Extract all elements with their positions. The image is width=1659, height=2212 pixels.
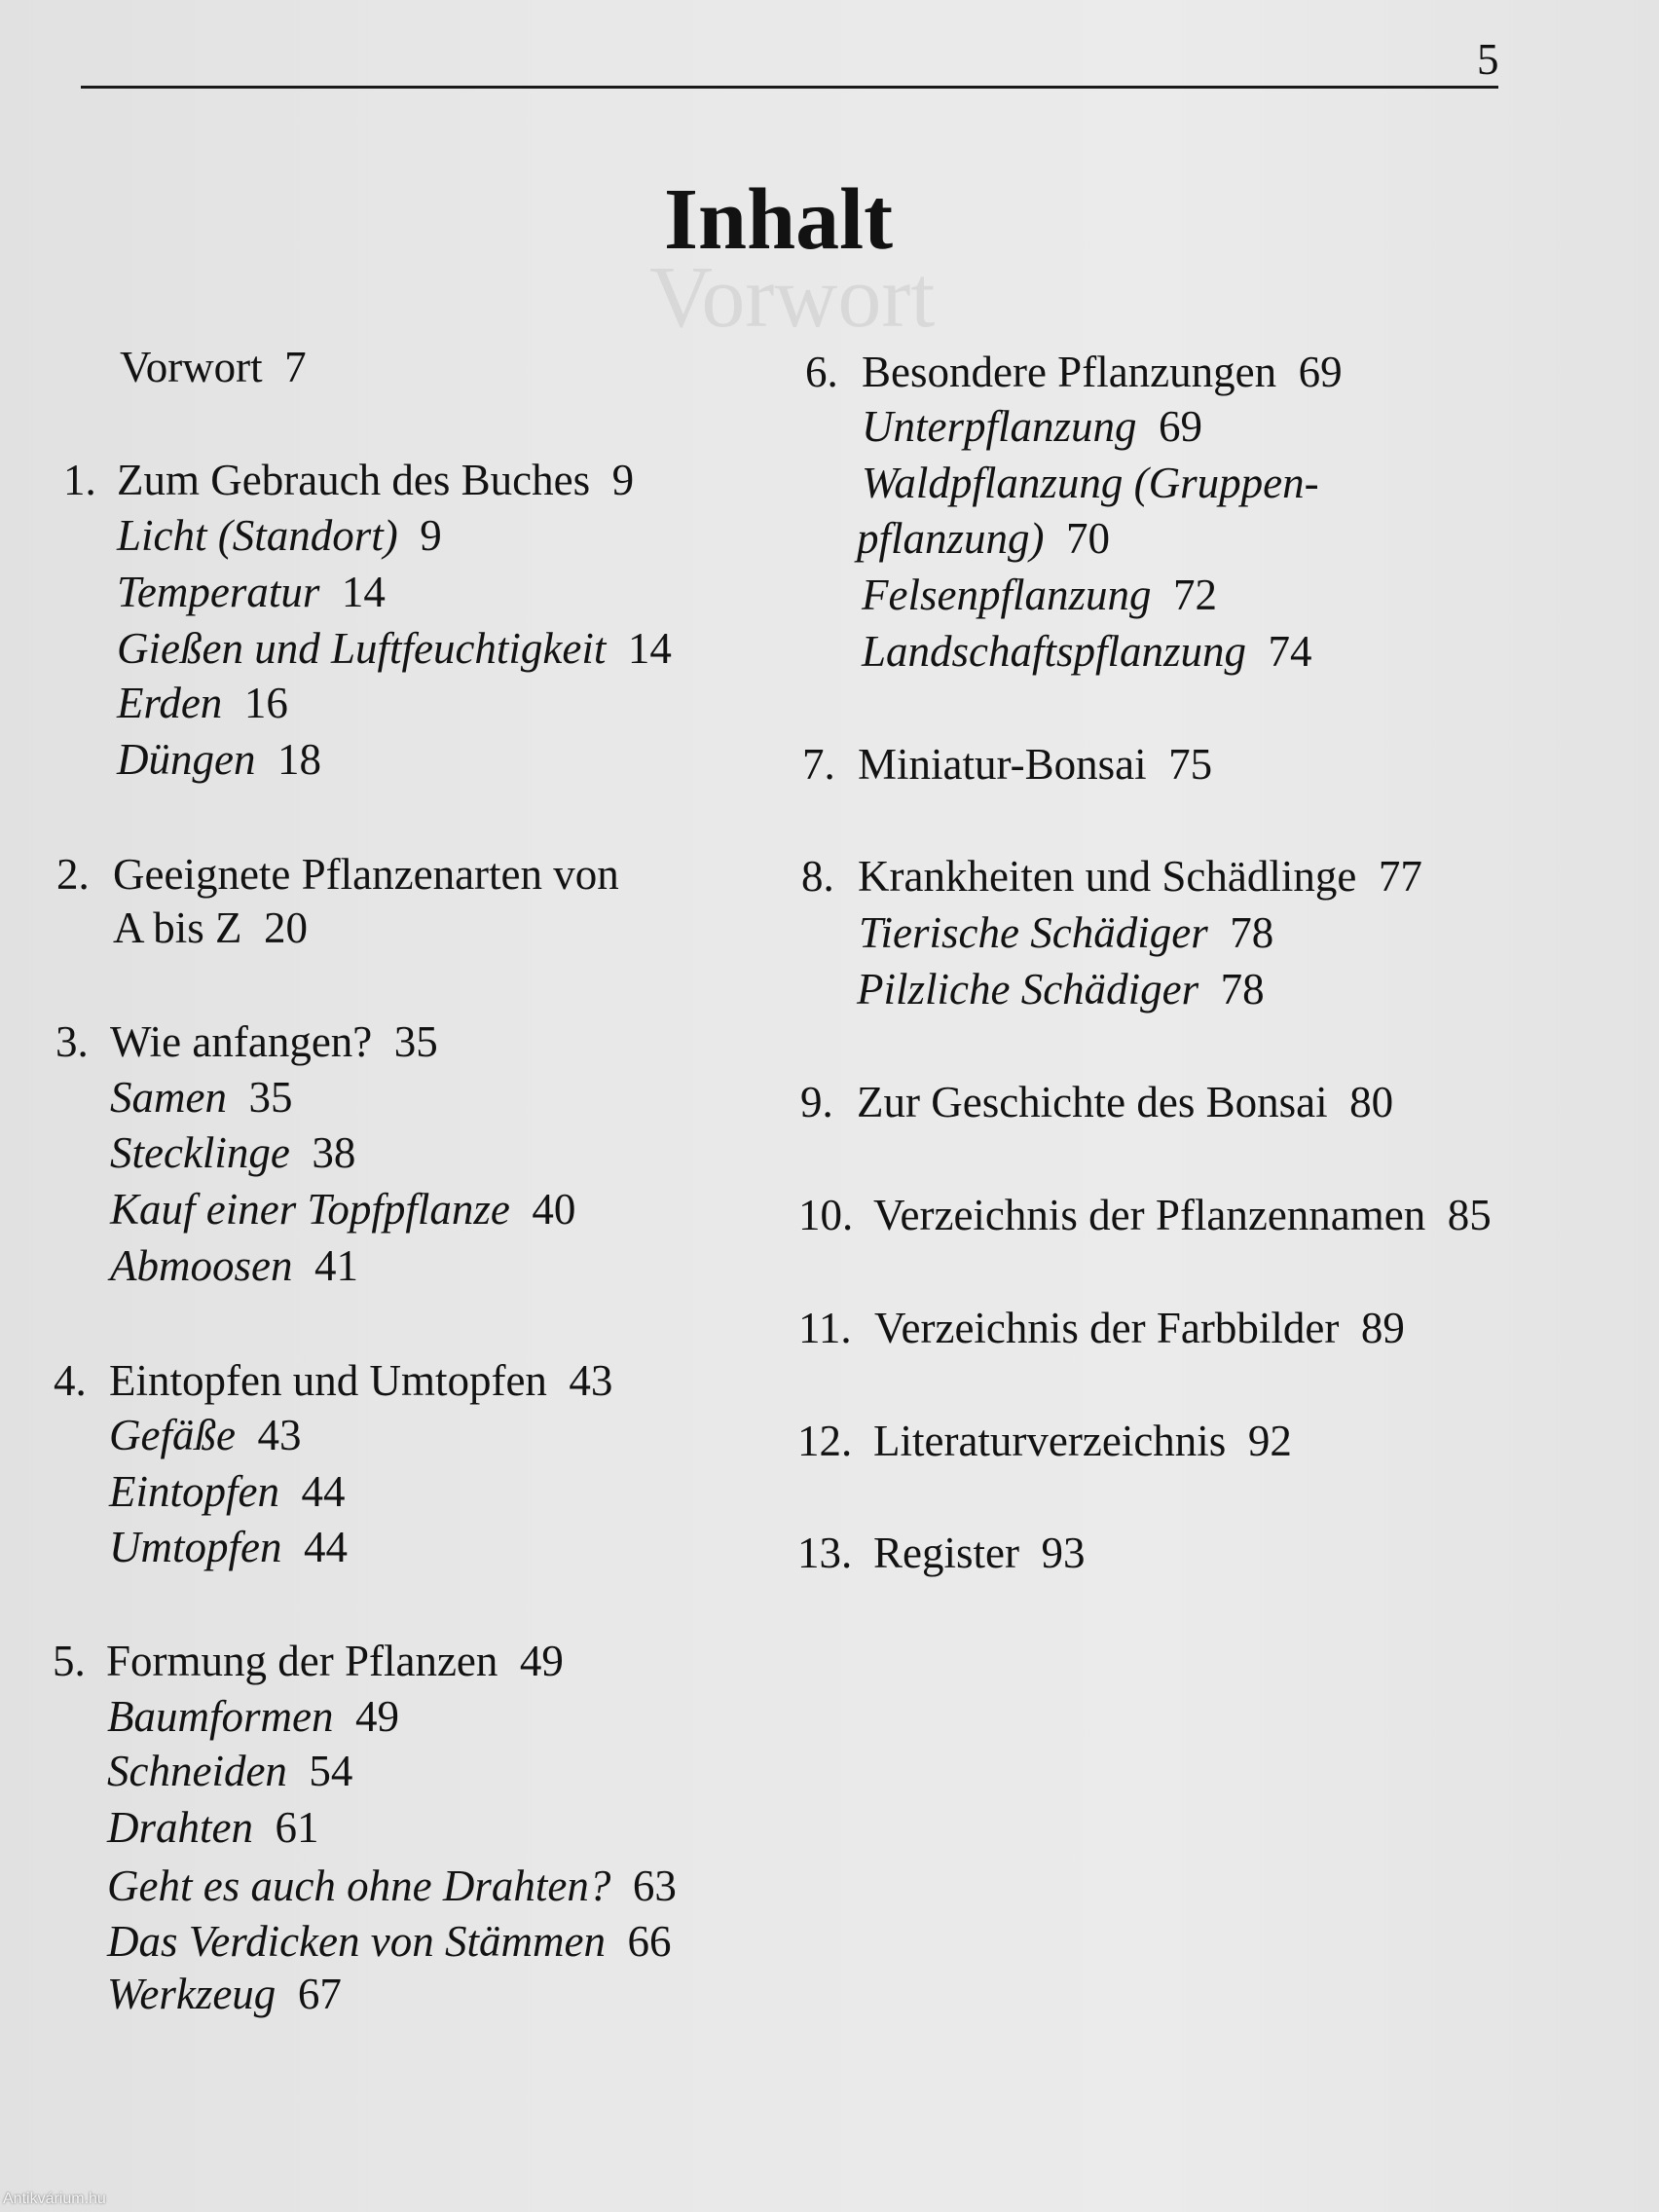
section-page-number: 61	[275, 1803, 319, 1852]
chapter-title: Zum Gebrauch des Buches	[117, 456, 591, 504]
chapter-2-number: 2.	[56, 850, 90, 899]
section-title: Tierische Schädiger	[859, 908, 1208, 957]
chapter-page-number: 49	[519, 1637, 564, 1685]
chapter-4-number: 4.	[54, 1356, 87, 1405]
section-page-number: 16	[243, 679, 288, 727]
chapter-2-entry-line-2	[113, 903, 309, 952]
section-title: Felsenpflanzung	[862, 571, 1152, 619]
section-page-number: 44	[303, 1523, 348, 1571]
section-entry	[107, 1747, 353, 1795]
chapter-8-number: 8.	[801, 852, 834, 901]
section-title: Abmoosen	[110, 1241, 293, 1290]
chapter-title: Krankheiten und Schädlinge	[858, 852, 1357, 901]
section-entry	[117, 735, 321, 784]
page-title: Inhalt	[664, 171, 894, 268]
section-title: Werkzeug	[107, 1970, 276, 2018]
chapter-page-number: 77	[1378, 852, 1422, 901]
section-entry	[107, 1803, 319, 1852]
chapter-title: Zur Geschichte des Bonsai	[857, 1078, 1328, 1126]
chapter-page-number: 89	[1360, 1304, 1405, 1352]
chapter-title: Verzeichnis der Farbbilder	[874, 1304, 1340, 1352]
chapter-title: Verzeichnis der Pflanzennamen	[873, 1191, 1426, 1239]
section-page-number: 44	[301, 1467, 346, 1516]
section-page-number: 14	[341, 568, 386, 616]
watermark-text: Antikvárium.hu	[3, 2191, 106, 2207]
chapter-4-entry	[109, 1356, 613, 1405]
section-page-number: 78	[1220, 965, 1265, 1014]
section-entry	[859, 908, 1274, 957]
section-entry	[109, 1523, 348, 1571]
section-title: Geht es auch ohne Drahten?	[107, 1862, 611, 1910]
chapter-page-number: 80	[1349, 1078, 1394, 1126]
section-page-number: 54	[309, 1747, 353, 1795]
chapter-6-entry	[862, 350, 1343, 394]
section-entry	[862, 402, 1203, 451]
section-title: Erden	[117, 679, 223, 727]
section-page-number: 67	[297, 1970, 342, 2018]
toc-foreword	[120, 343, 307, 391]
chapter-9-entry	[857, 1078, 1394, 1126]
chapter-page-number: 85	[1447, 1191, 1492, 1239]
chapter-page-number: 69	[1298, 348, 1343, 396]
section-entry	[110, 1073, 293, 1122]
chapter-10-entry	[873, 1191, 1492, 1239]
chapter-1-entry	[117, 456, 635, 504]
section-page-number: 14	[627, 624, 672, 673]
section-page-number: 74	[1268, 627, 1312, 676]
chapter-1-number: 1.	[63, 456, 96, 504]
section-entry	[862, 627, 1312, 676]
chapter-title-continued: A bis Z	[113, 903, 242, 952]
chapter-3-number: 3.	[55, 1017, 89, 1066]
section-entry	[862, 573, 1217, 617]
chapter-6-number: 6.	[805, 348, 838, 396]
chapter-3-entry	[110, 1017, 438, 1066]
page-number: 5	[1477, 35, 1499, 84]
section-entry	[117, 511, 442, 560]
section-page-number: 66	[627, 1917, 672, 1966]
section-page-number: 78	[1230, 908, 1274, 957]
chapter-title: Formung der Pflanzen	[106, 1637, 498, 1685]
chapter-page-number: 20	[264, 903, 309, 952]
section-title: Gefäße	[109, 1411, 236, 1459]
section-title: Pilzliche Schädiger	[857, 965, 1199, 1014]
section-title: Temperatur	[117, 568, 320, 616]
section-title: Waldpflanzung (Gruppen-	[862, 459, 1319, 507]
section-page-number: 38	[312, 1128, 356, 1177]
chapter-page-number: 75	[1168, 740, 1213, 789]
chapter-5-number: 5.	[53, 1637, 86, 1685]
chapter-2-entry-line-1	[113, 850, 619, 899]
section-page-number: 63	[632, 1862, 677, 1910]
chapter-12-entry	[873, 1419, 1292, 1463]
section-page-number: 70	[1066, 514, 1111, 563]
chapter-page-number: 93	[1041, 1529, 1086, 1577]
section-entry	[109, 1411, 302, 1459]
chapter-10-number: 10.	[798, 1191, 854, 1239]
chapter-12-number: 12.	[797, 1417, 853, 1465]
section-entry	[107, 1917, 672, 1966]
chapter-7-number: 7.	[802, 740, 835, 789]
section-page-number: 41	[313, 1241, 358, 1290]
section-entry	[117, 624, 672, 673]
section-entry	[107, 1692, 399, 1741]
chapter-11-entry	[874, 1304, 1405, 1352]
section-page-number: 18	[276, 735, 321, 784]
foreword-page-number: 7	[284, 343, 307, 391]
section-title: Baumformen	[107, 1692, 334, 1741]
section-title: Düngen	[117, 735, 256, 784]
chapter-title: Register	[873, 1529, 1019, 1577]
section-title: Schneiden	[107, 1747, 287, 1795]
foreword-title: Vorwort	[120, 343, 263, 391]
chapter-page-number: 92	[1247, 1417, 1292, 1465]
chapter-9-number: 9.	[800, 1078, 833, 1126]
chapter-5-entry	[106, 1637, 564, 1685]
section-page-number: 43	[257, 1411, 302, 1459]
section-entry	[109, 1467, 346, 1516]
section-entry	[110, 1241, 358, 1290]
section-entry-line-1	[862, 461, 1319, 505]
section-title: Unterpflanzung	[862, 402, 1137, 451]
section-title: Umtopfen	[109, 1523, 282, 1571]
section-page-number: 69	[1159, 402, 1203, 451]
section-title: Drahten	[107, 1803, 253, 1852]
section-entry	[117, 568, 386, 616]
chapter-8-entry	[858, 852, 1422, 901]
section-entry	[857, 965, 1265, 1014]
chapter-title: Geeignete Pflanzenarten von	[113, 850, 619, 899]
chapter-page-number: 9	[611, 456, 635, 504]
section-page-number: 35	[248, 1073, 293, 1122]
section-page-number: 9	[420, 511, 442, 560]
section-title: Gießen und Luftfeuchtigkeit	[117, 624, 607, 673]
chapter-7-entry	[858, 740, 1213, 789]
toc-right-column	[779, 0, 1659, 2212]
section-entry	[107, 1864, 677, 1908]
chapter-title: Literaturverzeichnis	[873, 1417, 1227, 1465]
section-page-number: 72	[1172, 571, 1217, 619]
chapter-page-number: 43	[569, 1356, 613, 1405]
section-page-number: 49	[354, 1692, 399, 1741]
section-title: Stecklinge	[110, 1128, 290, 1177]
chapter-13-entry	[873, 1531, 1085, 1575]
chapter-title: Miniatur-Bonsai	[858, 740, 1147, 789]
section-entry	[107, 1972, 342, 2016]
section-title: Landschaftspflanzung	[862, 627, 1247, 676]
chapter-page-number: 35	[393, 1017, 438, 1066]
section-title-continued: pflanzung)	[857, 514, 1045, 563]
section-entry	[110, 1128, 356, 1177]
chapter-title: Wie anfangen?	[110, 1017, 373, 1066]
chapter-11-number: 11.	[798, 1304, 852, 1352]
section-entry	[117, 679, 288, 727]
section-title: Kauf einer Topfpflanze	[110, 1185, 510, 1234]
section-entry-line-2	[857, 514, 1111, 563]
section-title: Samen	[110, 1073, 227, 1122]
section-title: Eintopfen	[109, 1467, 279, 1516]
section-title: Licht (Standort)	[117, 511, 398, 560]
chapter-title: Eintopfen und Umtopfen	[109, 1356, 547, 1405]
chapter-13-number: 13.	[797, 1529, 853, 1577]
section-page-number: 40	[532, 1185, 576, 1234]
toc-left-column	[0, 0, 779, 2212]
chapter-title: Besondere Pflanzungen	[862, 348, 1277, 396]
bleed-through-text: Vorwort	[649, 249, 936, 346]
section-title: Das Verdicken von Stämmen	[107, 1917, 606, 1966]
section-entry	[110, 1185, 576, 1234]
